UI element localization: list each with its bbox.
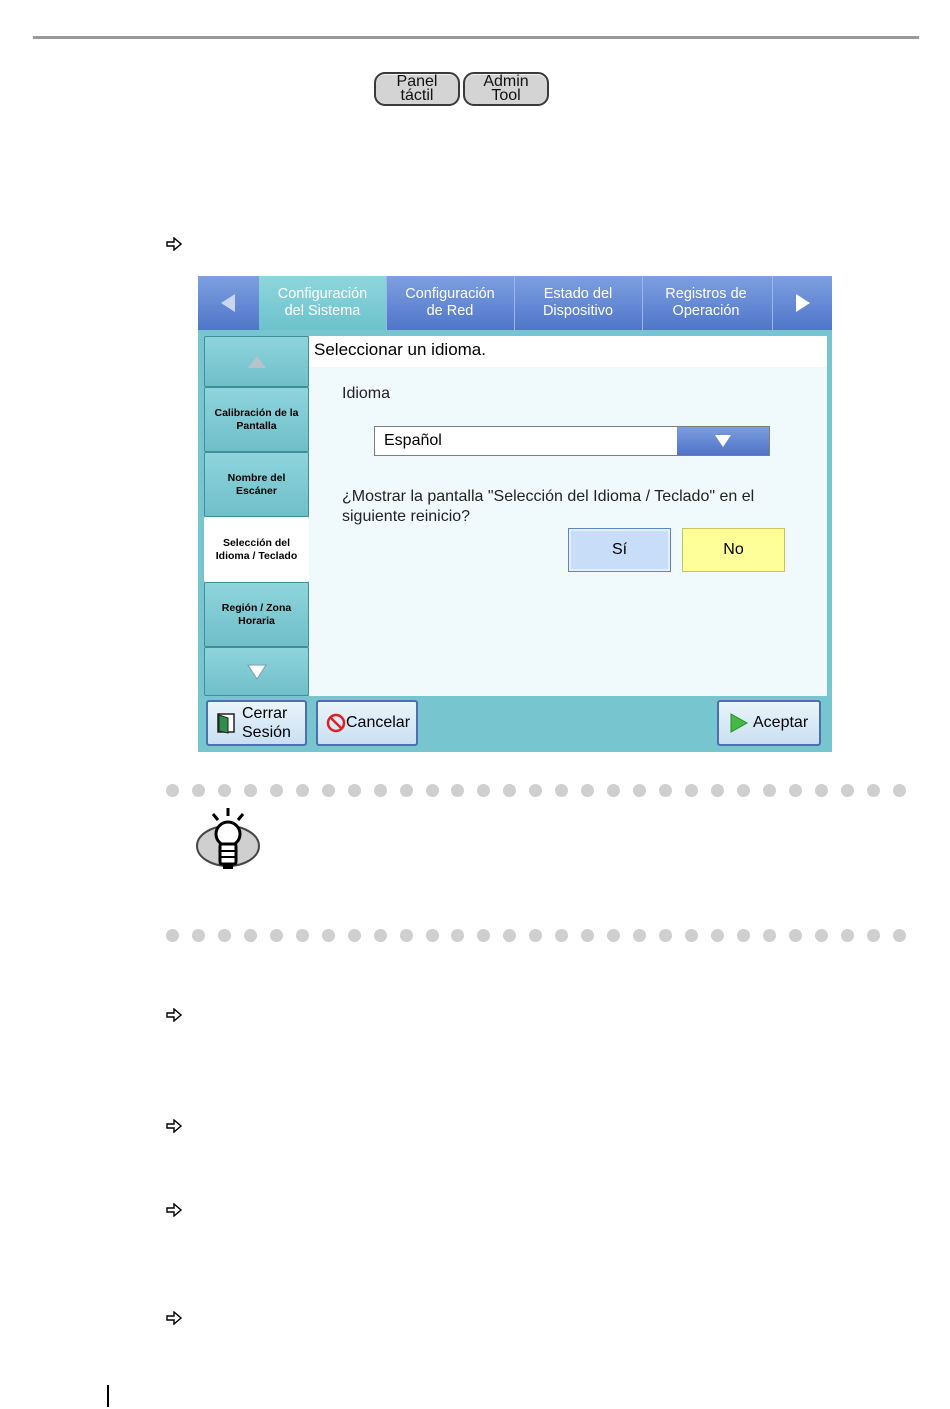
settings-form [309,367,827,696]
sidebar-item-label: Calibración de la Pantalla [214,406,299,432]
tab-bar [198,276,832,330]
tab-label: Configuración de Red [405,286,495,319]
sidebar-scroll-up[interactable] [204,336,309,387]
tab-registros-operacion[interactable] [642,276,769,330]
logout-door-icon [216,712,236,734]
tab-label: Registros de Operación [665,286,747,319]
no-button[interactable] [682,528,785,572]
up-arrow-icon [247,355,267,369]
tab-label: Configuración del Sistema [277,286,368,319]
dropdown-arrow-icon [714,434,732,448]
hint-bottom-divider [166,928,906,942]
sidebar-scroll-down[interactable] [204,647,309,696]
tab-estado-dispositivo[interactable] [514,276,641,330]
result-arrow-icon [166,1203,182,1217]
hint-lightbulb-icon [193,806,263,872]
restart-question: ¿Mostrar la pantalla "Selección del Idioma / Teclado" en el siguiente reinicio? [342,488,755,525]
sidebar-item-label: Nombre del Escáner [227,471,286,497]
cancel-icon [326,713,346,733]
badge-panel-tactil-label: Panel táctil [396,73,438,104]
badge-admin-tool-label: Admin Tool [483,73,529,104]
sidebar-item-region-zona[interactable] [204,582,309,647]
yes-label: Sí [611,541,628,558]
no-label: No [723,541,744,558]
language-select[interactable] [374,426,770,456]
down-arrow-icon [247,664,267,680]
cancel-button[interactable] [316,700,418,746]
sidebar-item-label: Región / Zona Horaria [221,601,292,627]
sidebar-item-idioma-teclado[interactable] [204,517,309,582]
tab-scroll-right[interactable] [772,276,832,330]
language-dropdown-button[interactable] [677,427,769,455]
accept-label: Aceptar [753,714,809,731]
badge-admin-tool [463,72,549,106]
tab-configuracion-red[interactable] [386,276,513,330]
hint-top-divider [166,783,906,797]
yes-button[interactable] [568,528,671,572]
result-arrow-icon [166,237,182,251]
page-margin-rule [107,1385,109,1407]
language-value: Español [384,432,442,449]
sidebar-item-label: Selección del Idioma / Teclado [215,536,298,562]
settings-content [309,336,827,696]
tab-configuracion-sistema[interactable] [259,276,386,330]
language-label: Idioma [342,385,391,402]
logout-button[interactable] [206,700,307,746]
left-arrow-icon [219,293,237,313]
logout-label: Cerrar Sesión [242,705,291,741]
result-arrow-icon [166,1119,182,1133]
touch-panel-screen [198,276,832,752]
accept-arrow-icon [729,712,749,734]
right-arrow-icon [794,293,812,313]
page-title: Seleccionar un idioma. [309,336,827,367]
result-arrow-icon [166,1311,182,1325]
cancel-label: Cancelar [346,714,411,731]
header-rule [33,36,919,39]
tab-label: Estado del Dispositivo [542,286,614,319]
sidebar-item-nombre-escaner[interactable] [204,452,309,517]
result-arrow-icon [166,1008,182,1022]
sidebar-item-calibracion[interactable] [204,387,309,452]
tab-scroll-left[interactable] [198,276,258,330]
settings-sidebar [204,336,309,696]
badge-panel-tactil [374,72,460,106]
accept-button[interactable] [717,700,821,746]
